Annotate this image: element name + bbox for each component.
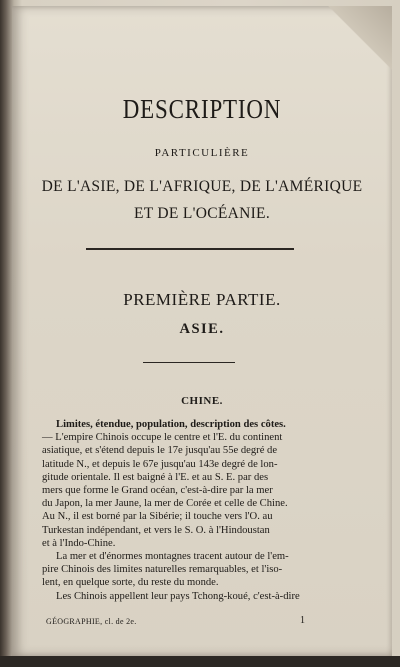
p1-line: mers que forme le Grand océan, c'est-à-dire par la mer	[42, 485, 273, 497]
p2-line: lent, en quelque sorte, du reste du monde.	[42, 577, 219, 589]
p1-line: gitude orientale. Il est baigné à l'E. et au S. E. par des	[42, 471, 269, 483]
p2-line: La mer et d'énormes montagnes tracent autour de l'em-	[56, 551, 289, 563]
page-fold-shadow	[322, 6, 392, 76]
p1-line: et à l'Indo-Chine.	[42, 537, 116, 549]
body-text	[42, 418, 372, 603]
p2-line: pire Chinois des limites naturelles remarquables, et l'iso-	[42, 564, 283, 576]
divider-rule-1	[86, 248, 294, 250]
subtitle-particuliere: PARTICULIÈRE	[154, 147, 250, 159]
p1-line: du Japon, la mer Jaune, la mer de Corée et celle de Chine.	[42, 498, 288, 510]
part-subtitle: ASIE.	[179, 321, 225, 337]
subtitle-line-2: ET DE L'OCÉANIE.	[133, 205, 271, 222]
scan-bottom-edge	[0, 656, 400, 667]
p1-line: Turkestan indépendant, et vers le S. O. à l'Hindoustan	[42, 524, 270, 536]
paragraph-3	[42, 590, 372, 603]
p3-line: Les Chinois appellent leur pays Tchong-koué, c'est-à-dire	[56, 590, 300, 602]
p1-line: Au N., il est borné par la Sibérie; il touche vers l'O. au	[42, 511, 273, 523]
book-page	[12, 6, 392, 656]
paragraph-2	[42, 550, 372, 590]
section-heading: Limites, étendue, population, description des côtes.	[56, 419, 286, 430]
p1-line: — L'empire Chinois occupe le centre et l'E. du continent	[42, 432, 283, 444]
section-title: CHINE.	[181, 395, 223, 407]
p1-line: latitude N., et depuis le 67e jusqu'au 143e degré de lon-	[42, 458, 278, 470]
page-number: 1	[300, 615, 305, 626]
p1-line: asiatique, et s'étend depuis le 17e jusqu'au 55e degré de	[42, 445, 278, 457]
part-title: PREMIÈRE PARTIE.	[123, 290, 281, 309]
paragraph-1	[42, 431, 372, 550]
divider-rule-2	[143, 362, 235, 363]
page-title: DESCRIPTION	[122, 94, 282, 124]
footer-signature: GÉOGRAPHIE, cl. de 2e.	[46, 617, 137, 626]
subtitle-line-1: DE L'ASIE, DE L'AFRIQUE, DE L'AMÉRIQUE	[41, 178, 363, 195]
